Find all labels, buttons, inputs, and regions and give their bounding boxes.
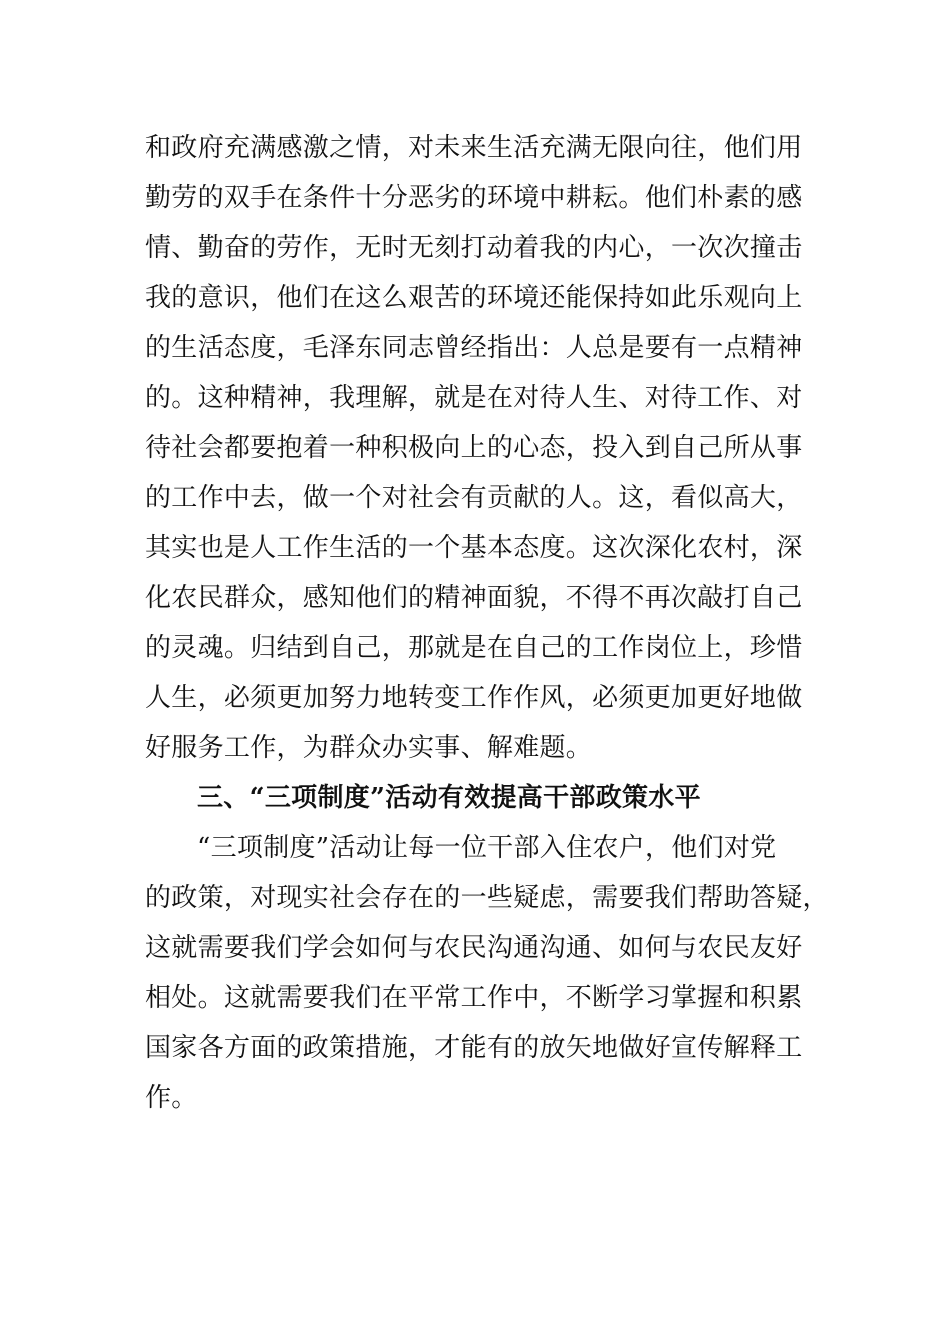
paragraph-line: 我的意识，他们在这么艰苦的环境还能保持如此乐观向上 [145,283,803,313]
paragraph-line: 人生，必须更加努力地转变工作作风，必须更加更好地做 [145,683,803,713]
paragraph-line: 化农民群众，感知他们的精神面貌，不得不再次敲打自己 [145,583,803,613]
paragraph-line: 情、勤奋的劳作，无时无刻打动着我的内心，一次次撞击 [145,233,803,263]
paragraph-line: 其实也是人工作生活的一个基本态度。这次深化农村，深 [145,533,803,563]
paragraph-line: “三项制度”活动让每一位干部入住农户，他们对党 [197,833,777,863]
paragraph [145,123,805,773]
paragraph-line: 相处。这就需要我们在平常工作中，不断学习掌握和积累 [145,983,803,1013]
paragraph-line: 的。这种精神，我理解，就是在对待人生、对待工作、对 [145,383,803,413]
paragraph [145,823,829,1123]
paragraph-line: 国家各方面的政策措施，才能有的放矢地做好宣传解释工 [145,1033,803,1063]
paragraph-line: 的工作中去，做一个对社会有贡献的人。这，看似高大， [145,483,803,513]
paragraph-line: 和政府充满感激之情，对未来生活充满无限向往，他们用 [145,133,803,163]
section-heading: 三、“三项制度”活动有效提高干部政策水平 [197,783,701,813]
paragraph-line: 勤劳的双手在条件十分恶劣的环境中耕耘。他们朴素的感 [145,183,803,213]
paragraph-line: 的灵魂。归结到自己，那就是在自己的工作岗位上，珍惜 [145,633,803,663]
paragraph-line: 作。 [145,1083,198,1113]
paragraph-line: 待社会都要抱着一种积极向上的心态，投入到自己所从事 [145,433,803,463]
paragraph-line: 这就需要我们学会如何与农民沟通沟通、如何与农民友好 [145,933,803,963]
paragraph-line: 好服务工作，为群众办实事、解难题。 [145,733,593,763]
paragraph-line: 的生活态度，毛泽东同志曾经指出：人总是要有一点精神 [145,333,803,363]
document-body [145,123,829,1123]
paragraph-line: 的政策，对现实社会存在的一些疑虑，需要我们帮助答疑， [145,883,829,913]
